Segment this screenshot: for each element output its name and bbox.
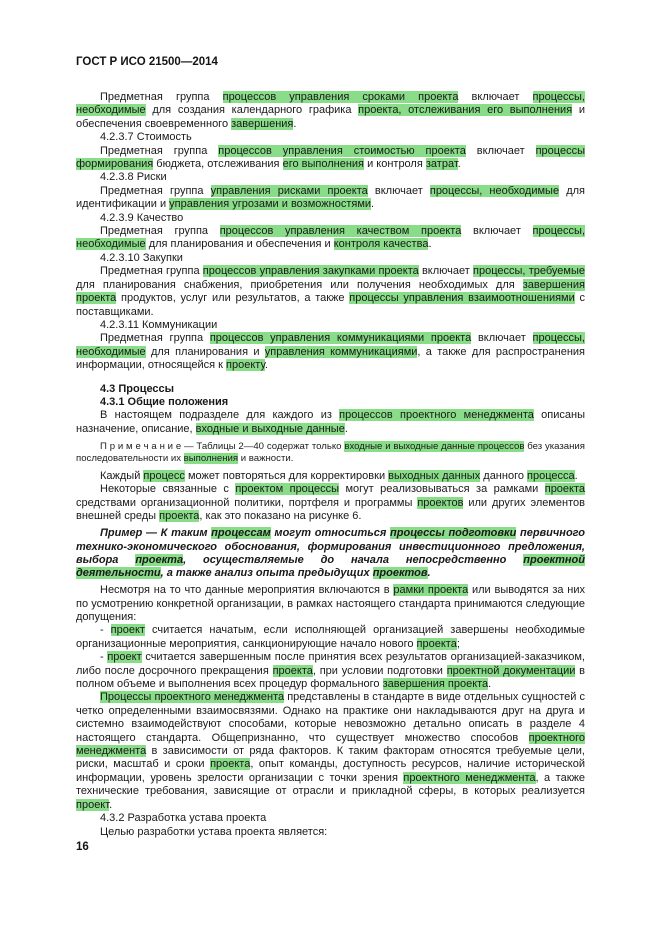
text-segment: , осуществляемые до начала непосредственно — [183, 553, 524, 566]
text-segment: для планирования и — [145, 345, 265, 358]
text-segment: 4.3.1 Общие положения — [100, 395, 229, 408]
heading-4-3 — [76, 383, 585, 396]
text-segment: , а также для распространения информации, относящейся к — [76, 345, 585, 372]
text-segment: 4.2.3.7 Стоимость — [100, 131, 192, 144]
bullet-project-completed — [76, 651, 585, 691]
heading-4-2-3-7 — [76, 131, 585, 144]
term-link-highlight[interactable]: затрат — [425, 158, 458, 171]
term-link-highlight[interactable]: процессов управления сроками проекта — [222, 91, 459, 103]
term-link-highlight[interactable]: проекта, отслеживания его выполнения — [358, 104, 573, 117]
heading-4-2-3-9 — [76, 212, 585, 225]
text-segment: 4.2.3.11 Коммуникации — [100, 318, 218, 331]
para-related-processes — [76, 483, 585, 523]
page-number: 16 — [76, 841, 89, 853]
para-schedule-group — [76, 91, 585, 131]
text-segment: . — [109, 798, 113, 811]
text-segment: и важности. — [238, 452, 294, 464]
term-link-highlight[interactable]: процессов управления стоимостью проекта — [218, 144, 466, 157]
term-link-highlight[interactable]: выполнения — [183, 452, 239, 464]
term-link-highlight[interactable]: рамки проекта — [393, 584, 469, 597]
text-segment: и контроля — [364, 158, 426, 171]
term-link-highlight[interactable]: контроля качества — [333, 238, 429, 251]
para-quality-group — [76, 225, 585, 252]
text-segment: Предметная группа — [100, 265, 203, 278]
text-segment: включает — [458, 91, 533, 103]
term-link-highlight[interactable]: проект — [107, 651, 142, 664]
text-segment: . — [488, 678, 492, 691]
term-link-highlight[interactable]: входные и выходные данные — [195, 422, 345, 435]
text-segment: . — [427, 566, 431, 579]
para-communications-group — [76, 332, 585, 372]
term-link-highlight[interactable]: управления рисками проекта — [210, 184, 368, 197]
term-link-highlight[interactable]: процессы, необходимые — [76, 225, 585, 251]
term-link-highlight[interactable]: завершения проекта — [76, 278, 585, 305]
text-segment: включает — [471, 332, 533, 345]
text-segment: описаны назначение, описание, — [76, 409, 585, 435]
text-segment: или выводятся за них по усмотрению конкретной организации, в рамках настоящего стандарта принимаются следующие допущения: — [76, 584, 585, 623]
text-segment: считается начатым, если исполняющей организацией завершены необходимые организационные мероприятия, санкционирующие начало нового — [76, 624, 585, 650]
text-segment: Предметная группа — [100, 144, 219, 157]
para-risk-group — [76, 185, 585, 212]
term-link-highlight[interactable]: проектов — [417, 496, 464, 509]
term-link-highlight[interactable]: процессы, необходимые — [76, 91, 585, 117]
bullet-project-started — [76, 624, 585, 651]
term-link-highlight[interactable]: его выполнения — [282, 158, 365, 171]
term-link-highlight[interactable]: завершения — [231, 117, 294, 130]
term-link-highlight[interactable]: выходных данных — [388, 469, 481, 482]
text-segment: , опыт команды, доступность ресурсов, наличие исторической информации, уровень зрелости организации с точки зрения — [76, 758, 585, 784]
heading-4-2-3-10 — [76, 252, 585, 265]
text-segment: , а также анализ опыта предыдущих — [160, 566, 373, 579]
term-link-highlight[interactable]: проекта — [210, 758, 251, 771]
text-segment: Пример — К таким — [100, 527, 212, 540]
text-segment: . — [457, 158, 461, 171]
term-link-highlight[interactable]: процессов управления коммуникациями проекта — [209, 332, 472, 345]
text-segment: - — [100, 624, 111, 637]
para-procurement-group — [76, 265, 585, 319]
text-segment: и обеспечения своевременного — [76, 104, 585, 130]
para-process-repeat — [76, 470, 585, 483]
text-segment: могут относиться — [270, 527, 391, 540]
term-link-highlight[interactable]: проект — [76, 798, 110, 811]
text-segment: Предметная группа — [100, 225, 220, 238]
para-processes-overlap — [76, 691, 585, 812]
note-tables — [76, 441, 585, 465]
term-link-highlight[interactable]: проекта — [272, 664, 313, 677]
term-link-highlight[interactable]: управления угрозами и возможностями — [169, 198, 372, 211]
text-segment: могут реализовываться за рамками — [339, 483, 545, 496]
term-link-highlight[interactable]: процессам — [211, 527, 271, 540]
term-link-highlight[interactable]: проектов — [372, 566, 428, 579]
para-cost-group — [76, 145, 585, 172]
term-link-highlight[interactable]: проектной документации — [446, 664, 576, 677]
text-segment: средствами организационной политики, портфеля и программы — [76, 496, 418, 509]
document-title: ГОСТ Р ИСО 21500—2014 — [76, 56, 218, 68]
term-link-highlight[interactable]: проекта — [544, 483, 586, 496]
term-link-highlight[interactable]: проектного менеджмента — [403, 771, 536, 784]
text-segment: . — [293, 117, 297, 130]
text-segment: Каждый — [100, 469, 144, 482]
text-segment: первичного технико-экономического обоснования, формирования инвестиционного предложения, выбора — [76, 527, 585, 566]
term-link-highlight[interactable]: проект — [110, 624, 145, 637]
term-link-highlight[interactable]: проектного менеджмента — [76, 731, 585, 758]
text-segment: . — [574, 469, 578, 482]
term-link-highlight[interactable]: проекту — [226, 359, 265, 372]
term-link-highlight[interactable]: процессы, требуемые — [473, 265, 585, 278]
text-segment: Предметная группа — [100, 91, 223, 103]
text-segment: представлены в стандарте в виде отдельных сущностей с четко определенными взаимосвязями. Однако на практике они накладываются друг на друга и системно взаимодействуют способами, которые невозможно детально описать в разделе 4 настоящего стандарта. Общепризнанно, что существует множество способов — [76, 691, 586, 744]
text-segment: в зависимости от ряда факторов. К таким факторам относятся требуемые цели, риски, масштаб и сроки — [76, 745, 585, 771]
text-segment: включает — [461, 225, 533, 238]
text-segment: бюджета, отслеживания — [153, 158, 283, 171]
term-link-highlight[interactable]: процесса — [527, 469, 575, 482]
text-segment: Предметная группа — [100, 184, 211, 197]
term-link-highlight[interactable]: проекта — [159, 509, 200, 522]
term-link-highlight[interactable]: проектной деятельности — [76, 553, 585, 579]
text-segment: 4.3.2 Разработка устава проекта — [100, 812, 267, 825]
text-segment: П р и м е ч а н и е — Таблицы 2—40 содержат только — [100, 441, 345, 453]
text-segment: , при условии подготовки — [312, 664, 447, 677]
text-segment: - — [100, 651, 108, 664]
text-segment: , как это показано на рисунке 6. — [199, 509, 362, 522]
text-segment: включает — [465, 144, 536, 157]
term-link-highlight[interactable]: Процессы проектного менеджмента — [100, 691, 285, 704]
text-segment: Несмотря на то что данные мероприятия включаются в — [100, 584, 394, 597]
term-link-highlight[interactable]: процессов управления закупками проекта — [202, 265, 419, 278]
text-segment: включает — [418, 265, 474, 278]
text-segment: . — [428, 238, 432, 251]
heading-4-2-3-8 — [76, 171, 585, 184]
text-segment: данного — [480, 469, 528, 482]
term-link-highlight[interactable]: проекта — [135, 553, 184, 566]
term-link-highlight[interactable]: проекта — [416, 637, 457, 650]
example-processes — [76, 527, 585, 580]
term-link-highlight[interactable]: завершения проекта — [382, 678, 489, 691]
text-segment: 4.2.3.10 Закупки — [100, 251, 183, 264]
heading-4-3-2 — [76, 812, 585, 825]
term-link-highlight[interactable]: процессы подготовки — [390, 527, 517, 540]
term-link-highlight[interactable]: проектом процессы — [235, 483, 340, 496]
text-segment: Целью разработки устава проекта является: — [100, 825, 328, 838]
text-segment: . — [264, 359, 268, 372]
text-segment: считается завершенным после принятия всех результатов организацией-заказчиком, либо после досрочного прекращения — [76, 651, 585, 677]
term-link-highlight[interactable]: процессов управления качеством проекта — [219, 225, 462, 238]
para-subsection-intro — [76, 409, 585, 436]
text-segment: для планирования снабжения, приобретения или получения необходимых для — [76, 278, 523, 291]
text-segment: для создания календарного графика — [145, 104, 359, 117]
text-segment: с поставщиками. — [76, 292, 585, 318]
term-link-highlight[interactable]: управления коммуникациями — [264, 345, 418, 358]
text-segment: 4.3 Процессы — [100, 382, 175, 395]
heading-4-3-1 — [76, 396, 585, 409]
text-segment: ; — [456, 637, 460, 650]
term-link-highlight[interactable]: процесс — [143, 469, 185, 482]
text-segment: Некоторые связанные с — [100, 483, 236, 496]
text-segment: В настоящем подразделе для каждого из — [100, 409, 340, 422]
text-segment: без указания последовательности их — [76, 441, 585, 464]
text-segment: продуктов, услуг или результатов, а также — [116, 292, 350, 305]
text-segment: 4.2.3.9 Качество — [100, 211, 184, 224]
para-assumptions-intro — [76, 584, 585, 624]
text-segment: может повторяться для корректировки — [184, 469, 389, 482]
text-segment: 4.2.3.8 Риски — [100, 171, 167, 184]
term-link-highlight[interactable]: процессы, необходимые — [429, 184, 560, 197]
text-segment: . — [344, 422, 348, 435]
text-segment: для идентификации и — [76, 184, 585, 211]
text-segment: или других элементов внешней среды — [76, 496, 586, 522]
term-link-highlight[interactable]: входные и выходные данные процессов — [344, 441, 525, 453]
document-body — [76, 91, 585, 839]
text-segment: в полном объеме и выполнения всех процедур формального — [76, 664, 585, 691]
text-segment: . — [371, 198, 375, 211]
term-link-highlight[interactable]: процессов проектного менеджмента — [339, 409, 534, 422]
text-segment: , а также технические требования, зависящие от отрасли и прикладной сферы, в которых реализуется — [76, 771, 586, 798]
para-charter-purpose — [76, 826, 585, 839]
text-segment: для планирования и обеспечения и — [145, 238, 334, 251]
text-segment: Предметная группа — [100, 332, 210, 345]
heading-4-2-3-11 — [76, 319, 585, 332]
term-link-highlight[interactable]: процессы управления взаимоотношениями — [349, 292, 575, 305]
term-link-highlight[interactable]: процессы формирования — [76, 144, 585, 171]
text-segment: включает — [367, 184, 430, 197]
term-link-highlight[interactable]: процессы, необходимые — [76, 332, 585, 358]
